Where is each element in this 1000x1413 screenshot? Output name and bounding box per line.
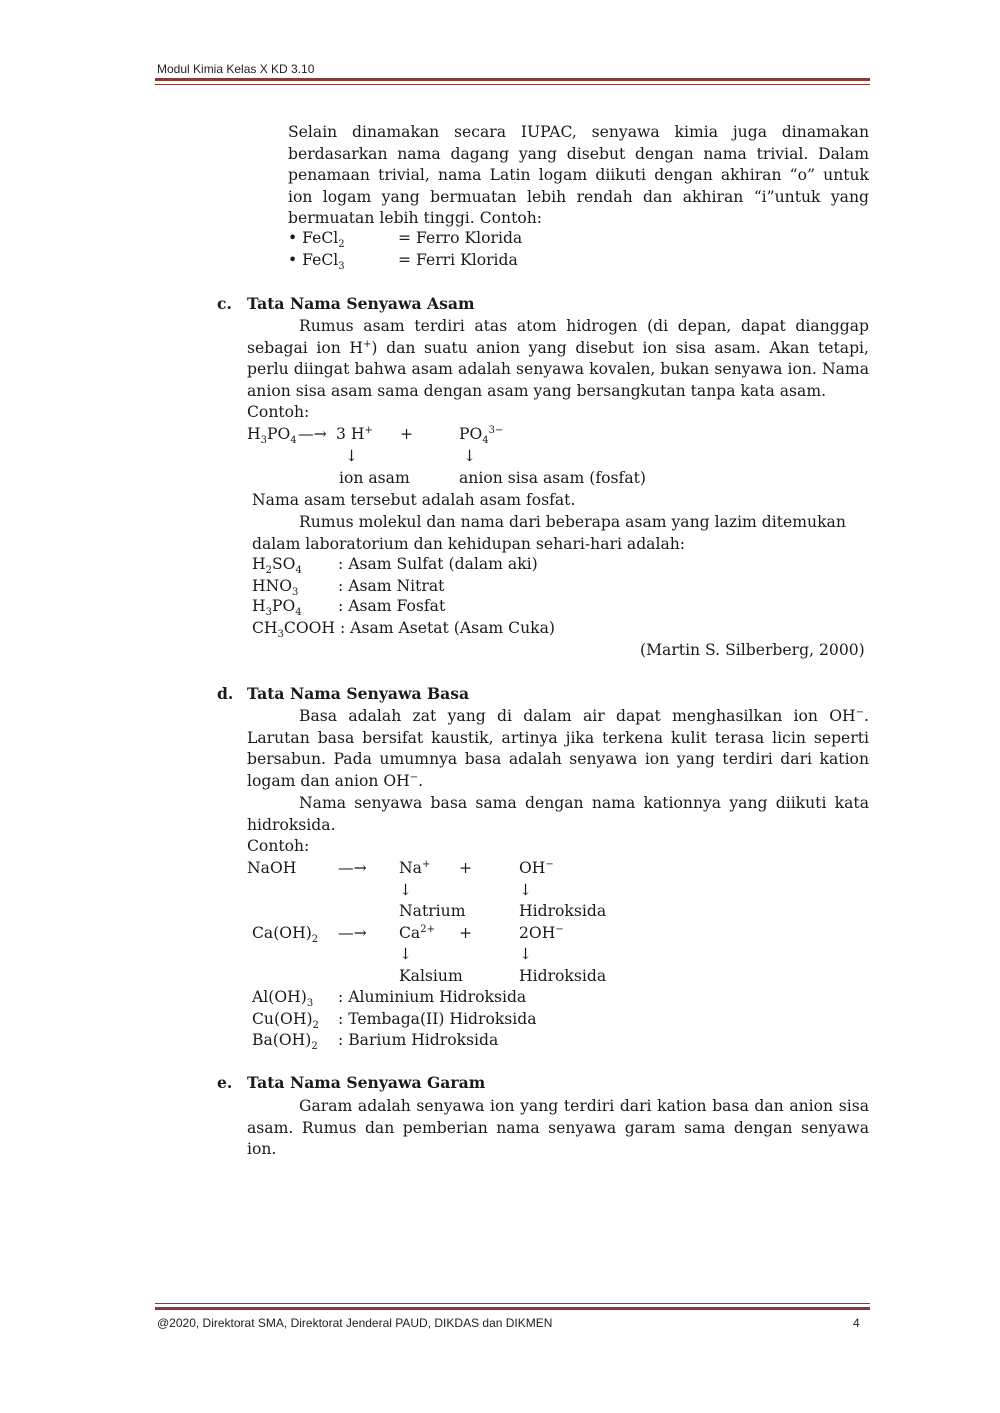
intro-example-2: • FeCl$_3$ xyxy=(288,251,345,273)
section-c-paragraph-2: Rumus molekul dan nama dari beberapa asam yang lazim ditemukan dalam laboratorium dan kehidupan sehari-hari adalah: xyxy=(252,513,846,553)
acid-label-1: ion asam xyxy=(339,469,410,487)
footer-rule xyxy=(155,1307,870,1310)
section-d-paragraph-2: Nama senyawa basa sama dengan nama kationnya yang diikuti kata hidroksida. xyxy=(247,794,869,834)
section-c-contoh: Contoh: xyxy=(247,403,310,421)
acid-name-1: : Asam Sulfat (dalam aki) xyxy=(338,555,538,573)
header-title: Modul Kimia Kelas X KD 3.10 xyxy=(157,62,315,76)
acid-reaction-reactant: $H_3PO_4$ xyxy=(247,425,297,447)
acid-name-3: : Asam Fosfat xyxy=(338,597,446,615)
header-rule xyxy=(155,78,870,81)
base-name-1: : Aluminium Hidroksida xyxy=(338,988,527,1006)
header-rule-thin xyxy=(155,84,870,85)
base-reaction-1-anion: OH− xyxy=(519,858,554,877)
acid-formula-1: $H_2SO_4$ xyxy=(252,555,302,577)
base-reaction-1-label-2: Hidroksida xyxy=(519,902,607,920)
acid-name-2: : Asam Nitrat xyxy=(338,577,445,595)
base-reaction-2-plus: + xyxy=(459,924,473,942)
base-reaction-2-down-1: ↓ xyxy=(399,945,413,963)
base-reaction-1-arrow: —→ xyxy=(338,859,367,877)
intro-example-1: • FeCl$_2$ xyxy=(288,229,345,251)
base-formula-3: $Ba(OH)_2$ xyxy=(252,1031,318,1053)
acid-formula-3: $H_3PO_4$ xyxy=(252,597,302,619)
base-reaction-1-label-1: Natrium xyxy=(399,902,466,920)
footer-text: @2020, Direktorat SMA, Direktorat Jenderal PAUD, DIKDAS dan DIKMEN xyxy=(157,1316,553,1330)
acid-reaction-plus: + xyxy=(400,425,414,443)
section-d-title: Tata Nama Senyawa Basa xyxy=(247,684,470,703)
bullet: • xyxy=(288,251,303,269)
section-e-paragraph: Garam adalah senyawa ion yang terdiri dari kation basa dan anion sisa asam. Rumus dan pemberian nama senyawa garam sama dengan senyawa ion. xyxy=(247,1097,869,1158)
base-name-3: : Barium Hidroksida xyxy=(338,1031,499,1049)
section-e-letter: e. xyxy=(217,1073,233,1092)
section-e-title: Tata Nama Senyawa Garam xyxy=(247,1073,486,1092)
acid-formula-4: $CH_3COOH$ : Asam Asetat (Asam Cuka) xyxy=(252,619,555,641)
section-c-paragraph: Rumus asam terdiri atas atom hidrogen (di depan, dapat dianggap sebagai ion H+) dan suatu anion yang disebut ion sisa asam. Akan tetapi, perlu diingat bahwa asam adalah senyawa kovalen, bukan senyawa ion. Nama anion sisa asam sama dengan asam yang bersangkutan tanpa kata asam. xyxy=(247,317,869,400)
acid-label-2: anion sisa asam (fosfat) xyxy=(459,469,646,487)
citation: (Martin S. Silberberg, 2000) xyxy=(640,641,865,659)
base-reaction-2-down-2: ↓ xyxy=(519,945,533,963)
base-formula-2: $Cu(OH)_2$ xyxy=(252,1010,319,1032)
base-reaction-1-down-1: ↓ xyxy=(399,881,413,899)
base-reaction-2-arrow: —→ xyxy=(338,924,367,942)
base-reaction-2-cation: $Ca^{2+}$ xyxy=(399,923,435,942)
base-reaction-1-down-2: ↓ xyxy=(519,881,533,899)
acid-formula-2: $HNO_3$ xyxy=(252,577,299,599)
acid-name-line: Nama asam tersebut adalah asam fosfat. xyxy=(252,491,576,509)
section-d-paragraph-1: Basa adalah zat yang di dalam air dapat menghasilkan ion OH−. Larutan basa bersifat kaustik, artinya jika terkena kulit terasa licin seperti bersabun. Pada umumnya basa adalah senyawa ion yang terdiri dari kation logam dan anion OH−. xyxy=(247,706,869,790)
section-d-letter: d. xyxy=(217,684,234,703)
acid-reaction-product-2: $PO_4^{3-}$ xyxy=(459,424,504,447)
base-reaction-2-label-1: Kalsium xyxy=(399,967,463,985)
base-reaction-1-reactant: NaOH xyxy=(247,859,297,877)
base-reaction-2-anion: 2OH− xyxy=(519,923,564,942)
bullet: • xyxy=(288,229,303,247)
base-reaction-2-reactant: $Ca(OH)_2$ xyxy=(252,924,319,946)
intro-paragraph: Selain dinamakan secara IUPAC, senyawa kimia juga dinamakan berdasarkan nama dagang yang disebut dengan nama trivial. Dalam penamaan trivial, nama Latin logam diikuti dengan akhiran “o” untuk ion logam yang bermuatan lebih rendah dan akhiran “i”untuk yang bermuatan lebih tinggi. Contoh: xyxy=(288,123,869,227)
base-formula-1: $Al(OH)_3$ xyxy=(252,988,314,1010)
acid-reaction-product-1: 3 H+ xyxy=(336,424,373,443)
base-name-2: : Tembaga(II) Hidroksida xyxy=(338,1010,537,1028)
acid-reaction-arrow: —→ xyxy=(298,425,327,443)
intro-example-2-name: = Ferri Klorida xyxy=(398,251,518,269)
base-reaction-1-cation: Na+ xyxy=(399,858,431,877)
section-c-title: Tata Nama Senyawa Asam xyxy=(247,294,475,313)
base-reaction-2-label-2: Hidroksida xyxy=(519,967,607,985)
intro-example-1-name: = Ferro Klorida xyxy=(398,229,523,247)
page-number: 4 xyxy=(853,1316,860,1330)
acid-down-arrow-1: ↓ xyxy=(345,447,359,465)
footer-rule-thin xyxy=(155,1303,870,1304)
section-c-letter: c. xyxy=(217,294,232,313)
acid-down-arrow-2: ↓ xyxy=(463,447,477,465)
section-d-contoh: Contoh: xyxy=(247,837,310,855)
base-reaction-1-plus: + xyxy=(459,859,473,877)
